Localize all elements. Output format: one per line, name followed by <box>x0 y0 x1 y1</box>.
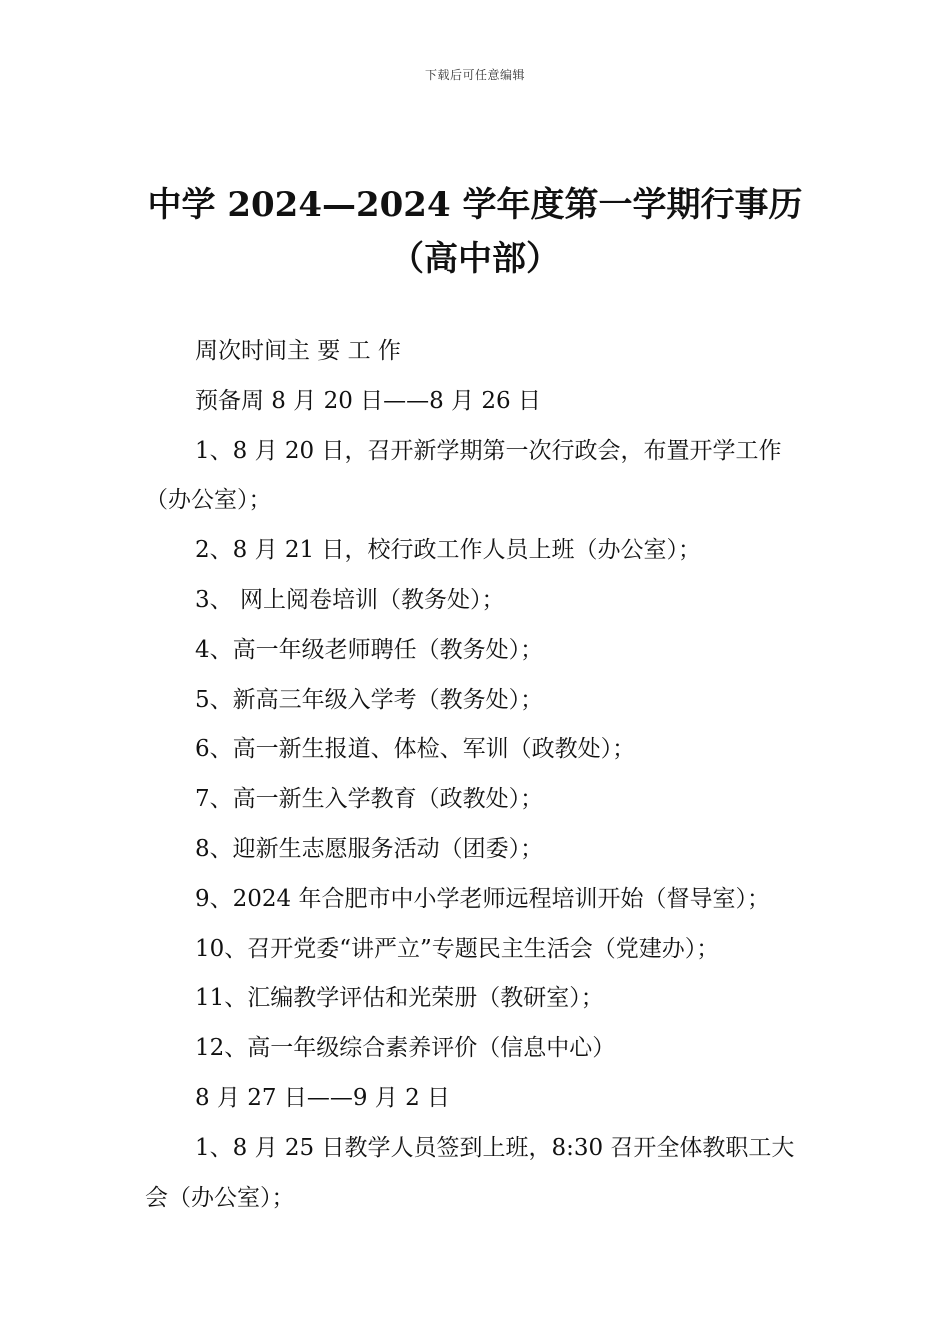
paragraph-week-1: 8 月 27 日——9 月 2 日 <box>195 1084 451 1111</box>
title-line-1: 中学 2024—2024 学年度第一学期行事历 <box>147 185 803 225</box>
paragraph-week-prep: 预备周 8 月 20 日——8 月 26 日 <box>195 387 541 414</box>
paragraph-item: 9、2024 年合肥市中小学老师远程培训开始（督导室）； <box>195 885 770 912</box>
paragraph-item: 7、高一新生入学教育（政教处）； <box>195 786 544 813</box>
document-title <box>120 178 830 286</box>
paragraph-item: 11、汇编教学评估和光荣册（教研室）； <box>195 985 604 1012</box>
paragraph-column-header: 周次时间主 要 工 作 <box>195 338 401 364</box>
paragraph-item: 10、召开党委“讲严立”专题民主生活会（党建办）； <box>195 935 720 962</box>
document-body <box>145 327 815 1223</box>
paragraph-item: 3、 网上阅卷培训（教务处）； <box>195 586 505 613</box>
page-header: 下载后可任意编辑 <box>424 68 525 82</box>
title-line-2: （高中部） <box>390 239 560 279</box>
paragraph-item: 12、高一年级综合素养评价（信息中心） <box>195 1035 616 1062</box>
paragraph-item: 5、新高三年级入学考（教务处）； <box>195 686 544 713</box>
paragraph-item: 2、8 月 21 日，校行政工作人员上班（办公室）； <box>195 537 701 564</box>
paragraph-item: 6、高一新生报道、体检、军训（政教处）； <box>195 736 636 763</box>
paragraph-item: 8、迎新生志愿服务活动（团委）； <box>195 835 544 862</box>
paragraph-item: 1、8 月 20 日，召开新学期第一次行政会，布置开学工作（办公室）； <box>145 437 782 514</box>
paragraph-item: 4、高一年级老师聘任（教务处）； <box>195 636 544 663</box>
paragraph-item: 1、8 月 25 日教学人员签到上班，8:30 召开全体教职工大会（办公室）； <box>145 1134 795 1211</box>
